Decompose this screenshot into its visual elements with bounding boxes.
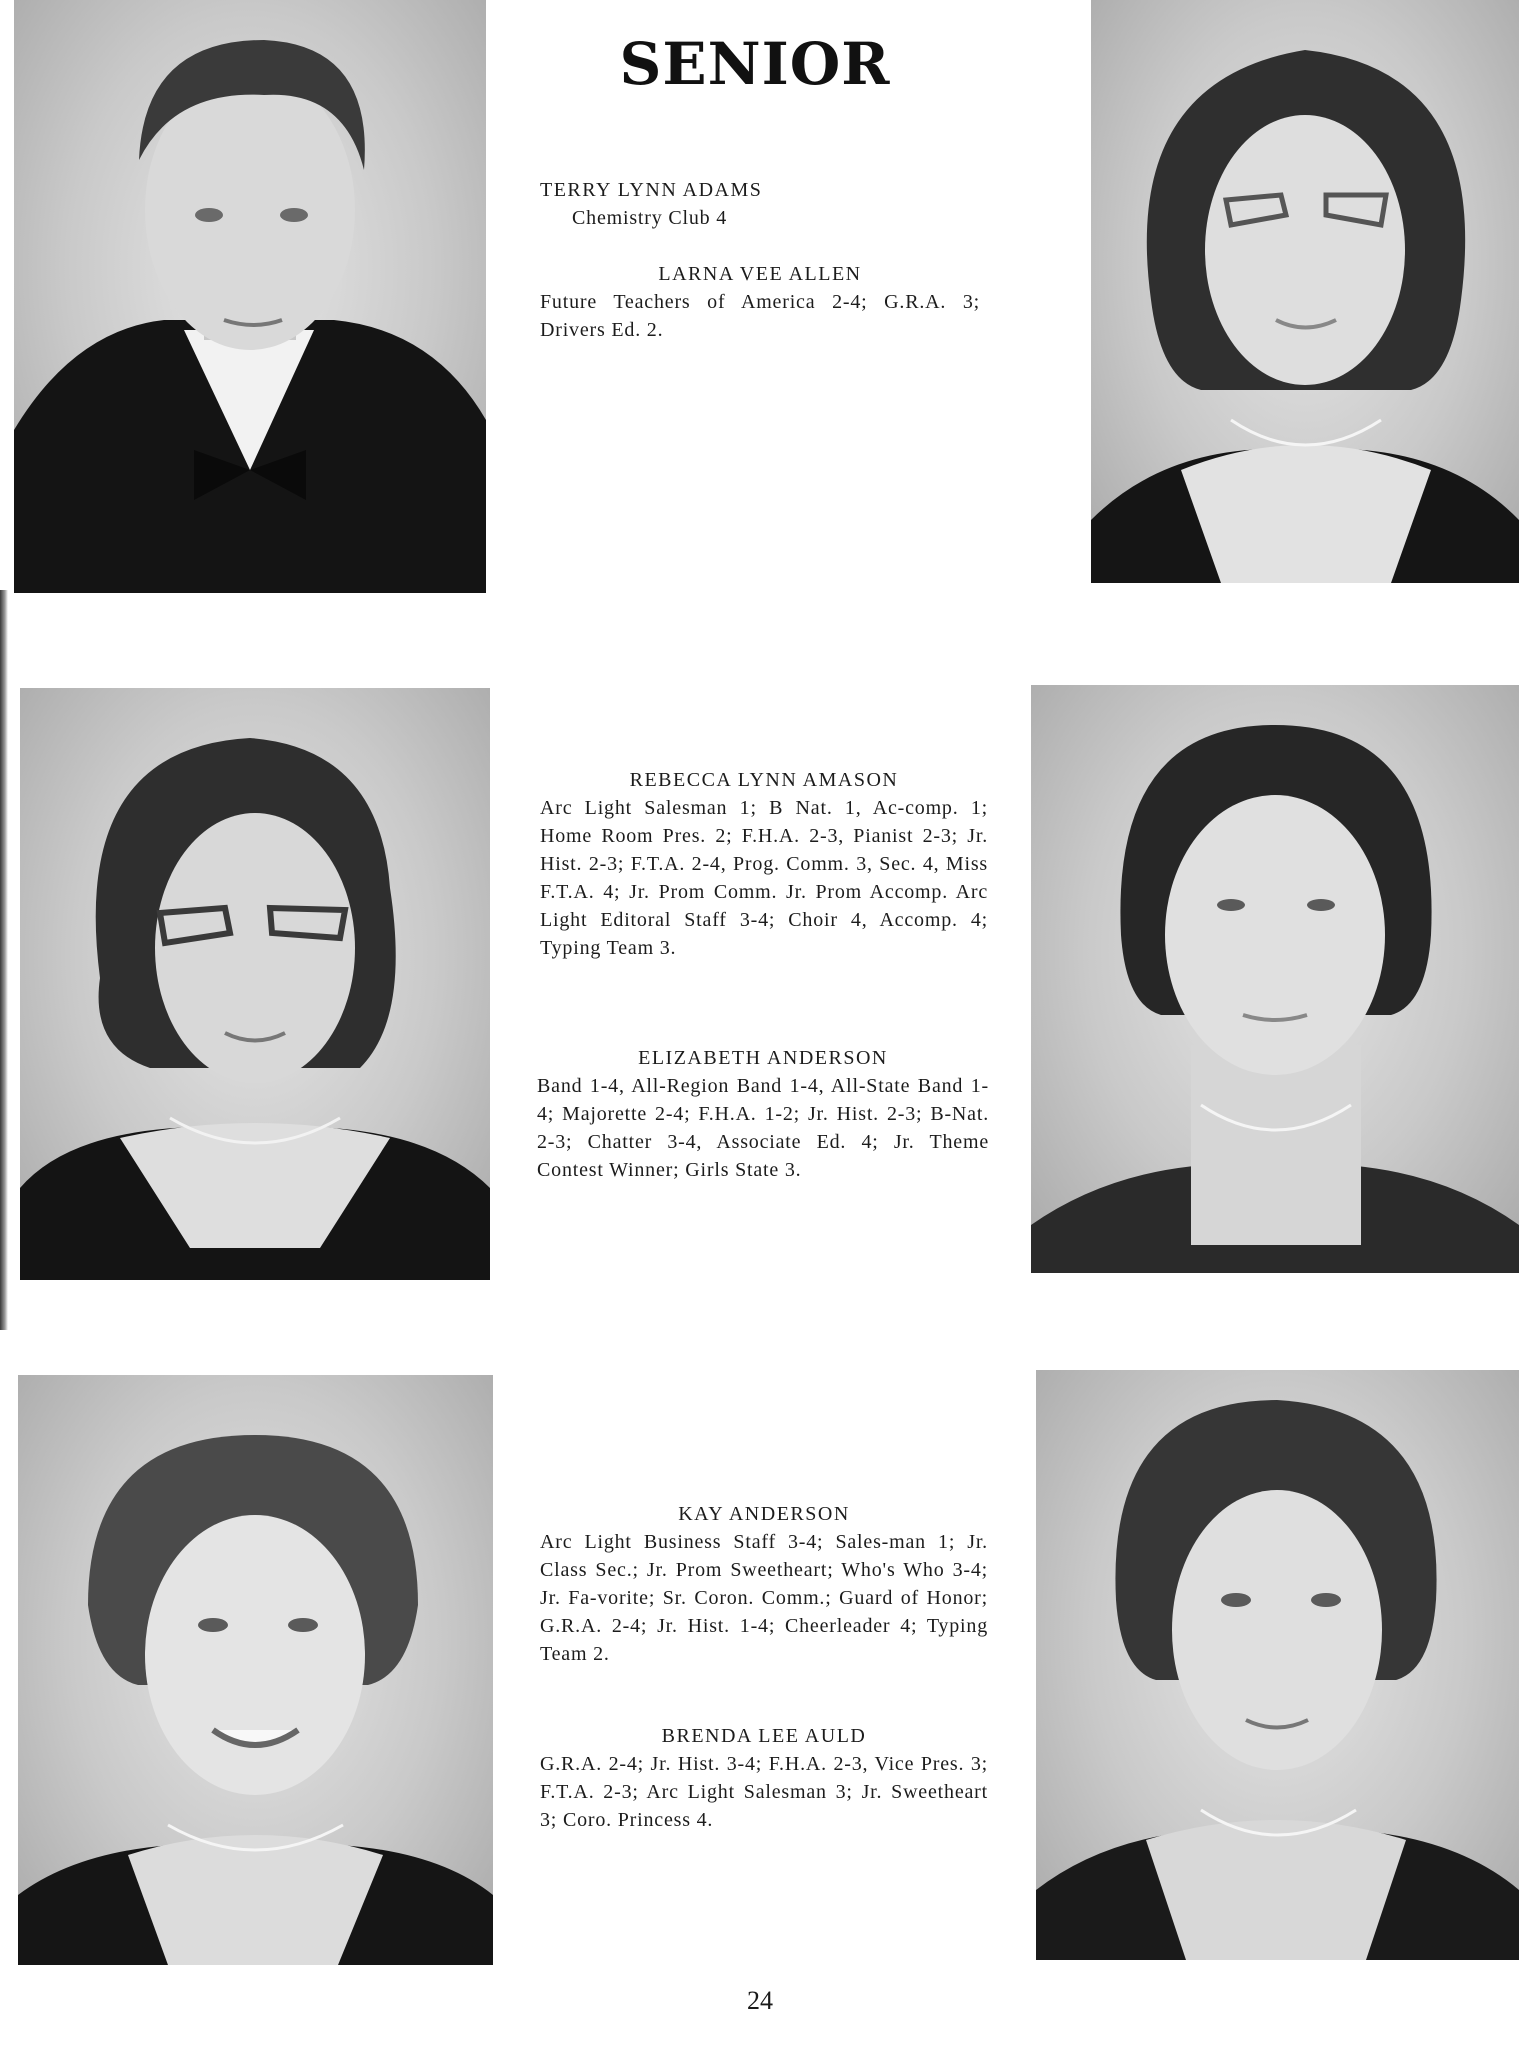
senior-activities: Future Teachers of America 2-4; G.R.A. 3; Drivers Ed. 2. (540, 291, 980, 341)
senior-activities: G.R.A. 2-4; Jr. Hist. 3-4; F.H.A. 2-3, Vice Pres. 3; F.T.A. 2-3; Arc Light Salesman 3; Jr. Sweetheart 3; Coro. Princess 4. (540, 1753, 988, 1831)
senior-name: REBECCA LYNN AMASON (629, 769, 899, 791)
senior-entry-rebecca-amason (540, 766, 988, 962)
senior-name: LARNA VEE ALLEN (658, 263, 862, 285)
senior-name: TERRY LYNN ADAMS (540, 179, 763, 201)
senior-name: KAY ANDERSON (678, 1503, 850, 1525)
senior-activities: Band 1-4, All-Region Band 1-4, All-State Band 1-4; Majorette 2-4; F.H.A. 1-2; Jr. Hist. 2-3; B-Nat. 2-3; Chatter 3-4, Associate Ed. 4; Jr. Theme Contest Winner; Girls State 3. (537, 1075, 989, 1181)
senior-entry-elizabeth-anderson (537, 1044, 989, 1184)
portrait-photo-larna-allen (1091, 0, 1519, 583)
senior-activities: Chemistry Club 4 (572, 207, 728, 229)
senior-entry-kay-anderson (540, 1500, 988, 1668)
portrait-photo-kay-anderson (18, 1375, 493, 1965)
page-heading: SENIOR (619, 30, 891, 98)
senior-entry-terry-adams (540, 176, 990, 232)
senior-activities: Arc Light Business Staff 3-4; Sales-man 1; Jr. Class Sec.; Jr. Prom Sweetheart; Who's Who 3-4; Jr. Fa-vorite; Sr. Coron. Comm.; Guard of Honor; G.R.A. 2-4; Jr. Hist. 1-4; Cheerleader 4; Typing Team 2. (540, 1531, 988, 1665)
portrait-photo-rebecca-amason (20, 688, 490, 1280)
senior-name: ELIZABETH ANDERSON (638, 1047, 888, 1069)
senior-activities: Arc Light Salesman 1; B Nat. 1, Ac-comp. 1; Home Room Pres. 2; F.H.A. 2-3, Pianist 2-3; Jr. Hist. 2-3; F.T.A. 2-4, Prog. Comm. 3, Sec. 4, Miss F.T.A. 4; Jr. Prom Comm. Jr. Prom Accomp. Arc Light Editoral Staff 3-4; Choir 4, Accomp. 4; Typing Team 3. (540, 797, 988, 959)
page-binding-edge (0, 590, 8, 1330)
senior-entry-brenda-auld (540, 1722, 988, 1834)
senior-name: BRENDA LEE AULD (661, 1725, 867, 1747)
portrait-photo-brenda-auld (1036, 1370, 1519, 1960)
portrait-photo-terry-adams (14, 0, 486, 593)
page-number: 24 (747, 1986, 773, 2015)
portrait-photo-elizabeth-anderson (1031, 685, 1519, 1273)
senior-entry-larna-allen (540, 260, 980, 344)
